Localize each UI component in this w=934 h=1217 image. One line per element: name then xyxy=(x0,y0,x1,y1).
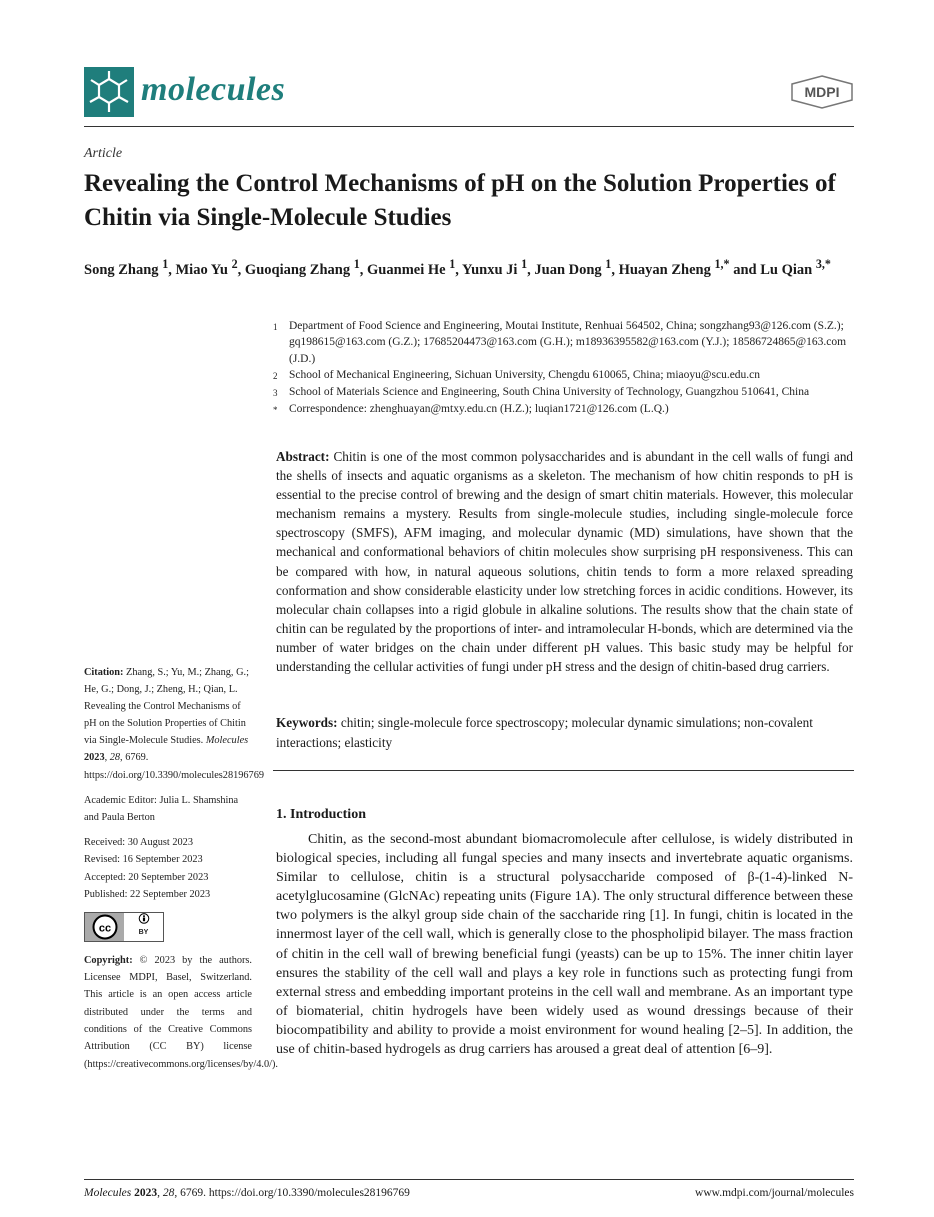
attribution-icon xyxy=(124,913,163,941)
introduction-text: Chitin, as the second-most abundant biomacromolecule after cellulose, is widely distributed in biological species, including all fungal species and many insects and invertebrate aquatic organisms. Similar to cellulose, chitin is a structural polysaccharide composed of β-(1-4)-linked N-acetylglucosamine (GlcNAc) repeating units (Figure 1A). The only structural difference between these two polymers is the alkyl group side chain of the saccharide ring [1]. In fungi, chitin is located in the innermost layer of the cell wall, which is generally close to the phospholipid bilayer. The mass fraction of chitin in the cell wall of brewing beneficial fungi (yeasts) can be up to 15%. The inner chitin layer ensures the stability of the cell wall and plays a key role in functions such as protecting fungi from external stress and embedding important proteins in the cell wall and membrane. As an important type of biomaterial, chitin hydrogels have been widely used as wound dressings because of their biocompatibility and ability to provide a moist environment for wound healing [2–5]. In addition, the use of chitin-based hydrogels as drug carriers has aroused a great deal of attention [6–9]. xyxy=(276,832,853,1058)
affiliations xyxy=(273,318,853,419)
section-divider xyxy=(273,770,854,771)
section-heading: 1. Introduction xyxy=(276,807,366,822)
footer-citation[interactable]: Molecules 2023, 28, 6769. https://doi.org/10.3390/molecules28196769 xyxy=(84,1187,410,1199)
received-date: Received: 30 August 2023 xyxy=(84,836,193,848)
copyright-text: © 2023 by the authors. Licensee MDPI, Basel, Switzerland. This article is an open access article distributed under the terms and conditions of the Creative Commons Attribution (CC BY) license (https://creativecommons.org/licenses/by/4.0/). xyxy=(84,954,278,1070)
journal-logo-icon xyxy=(84,67,134,117)
mdpi-logo-text: MDPI xyxy=(804,84,840,100)
citation xyxy=(84,664,264,784)
citation-label: Citation: xyxy=(84,667,124,678)
footer-journal-url[interactable]: www.mdpi.com/journal/molecules xyxy=(695,1187,854,1199)
academic-editor: Academic Editor: Julia L. Shamshina and Paula Berton xyxy=(84,794,239,823)
abstract-label: Abstract: xyxy=(276,449,330,464)
article-sidebar xyxy=(84,664,278,1081)
keywords-text: chitin; single-molecule force spectroscopy; molecular dynamic simulations; non-covalent interactions; elasticity xyxy=(276,715,813,750)
author-list: Song Zhang $^1$, Miao Yu $^2$, Guoqiang Zhang $^1$, Guanmei He $^1$, Yunxu Ji $^1$, Juan Dong $^1$, Huayan Zheng $^{1,*}$ and Lu Qian $^{3,*}$ xyxy=(84,257,831,278)
journal-name: molecules xyxy=(141,71,286,108)
copyright xyxy=(84,952,278,1073)
affiliation-item: 3 School of Materials Science and Engineering, South China University of Technology, Guangzhou 510641, China xyxy=(273,386,810,399)
published-date: Published: 22 September 2023 xyxy=(84,889,211,901)
accepted-date: Accepted: 20 September 2023 xyxy=(84,871,209,883)
paper-title: Revealing the Control Mechanisms of pH on the Solution Properties of Chitin via Single-Molecule Studies xyxy=(84,170,836,231)
affiliation-item: 2 School of Mechanical Engineering, Sichuan University, Chengdu 610065, China; miaoyu@scu.edu.cn xyxy=(273,368,761,381)
abstract xyxy=(276,447,853,676)
svg-text:cc: cc xyxy=(98,922,111,935)
publication-dates xyxy=(84,834,252,904)
copyright-label: Copyright: xyxy=(84,954,133,966)
keywords-label: Keywords: xyxy=(276,715,338,730)
journal-header xyxy=(84,67,854,127)
keywords xyxy=(276,713,853,753)
abstract-text: Chitin is one of the most common polysaccharides and is abundant in the cell walls of fungi and the shells of insects and aquatic organisms as a skeleton. The mechanism of how chitin responds to pH is essential to the precise control of brewing and the design of smart chitin materials. However, this molecular mechanism remains a mystery. Results from single-molecule studies, including single-molecule force spectroscopy (SMFS), AFM imaging, and molecular dynamic (MD) simulations, have shown that the mechanical and conformational behaviors of chitin molecules show surprising pH responsiveness. This can be compared with how, in natural aqueous solutions, chitin tends to form a more relaxed spreading conformation and show considerable elasticity under low stretching forces in acidic conditions. However, its molecular chain collapses into a rigid globule in alkaline solutions. The results show that the chain state of chitin can be regulated by the proportions of inter- and intramolecular H-bonds, which are determined via the number of water bridges on the chain under different pH values. This basic study may be helpful for understanding the cellular activities of fungi under pH stress and the design of chitin-based drug carriers. xyxy=(276,449,854,675)
mdpi-logo[interactable] xyxy=(790,75,854,109)
citation-text[interactable]: Zhang, S.; Yu, M.; Zhang, G.; He, G.; Dong, J.; Zheng, H.; Qian, L. Revealing the Control Mechanisms of pH on the Solution Properties of Chitin via Single-Molecule Studies. Molecules 2023, 28, 6769. https://doi.org/10.3390/molecules28196769 xyxy=(84,667,264,781)
affiliation-item: 1 Department of Food Science and Engineering, Moutai Institute, Renhuai 564502, China; songzhang93@126.com (S.Z.); gq198615@163.com (G.Z.); 17685204473@163.com (G.H.); m18936395582@163.com (Y.J.); 18586724865@163.com (J.D.) xyxy=(273,320,847,365)
correspondence: * Correspondence: zhenghuayan@mtxy.edu.cn (H.Z.); luqian1721@126.com (L.Q.) xyxy=(273,403,669,416)
revised-date: Revised: 16 September 2023 xyxy=(84,854,203,866)
cc-by-label: BY xyxy=(138,928,149,936)
cc-by-badge[interactable] xyxy=(84,912,164,942)
page-footer xyxy=(84,1179,854,1199)
article-type: Article xyxy=(84,146,123,161)
cc-icon xyxy=(85,913,124,941)
